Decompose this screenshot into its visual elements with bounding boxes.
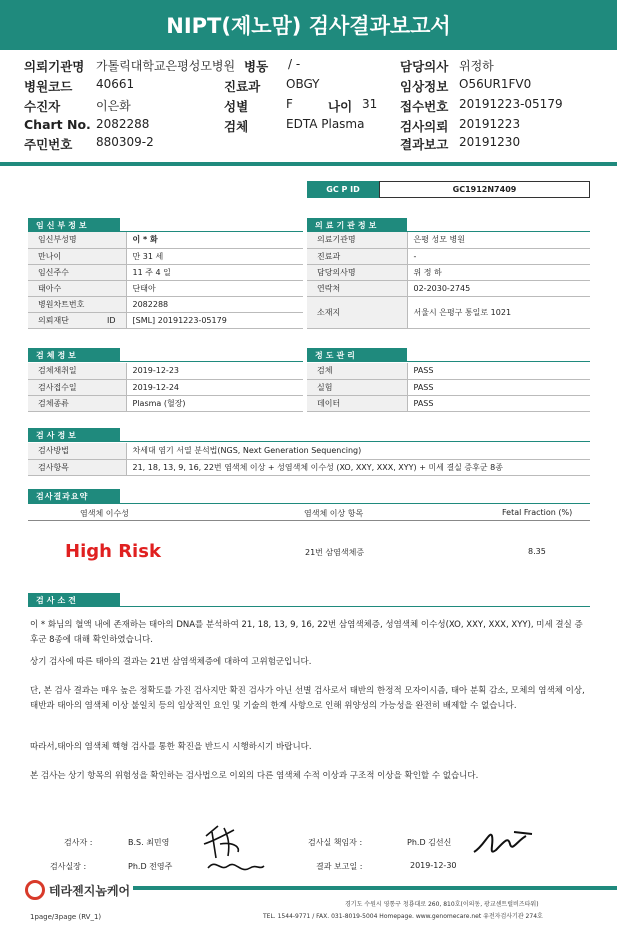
header-value: O56UR1FV0 [459,77,532,91]
row-value: 2019-12-23 [126,363,303,379]
row-value: PASS [407,379,590,395]
section-rule [307,361,590,362]
header-label: 검체 [224,119,249,134]
table-row [307,363,590,379]
report-date-value: 2019-12-30 [410,861,457,870]
header-value: F [286,97,293,111]
section-rule [28,441,590,442]
footer-contact: TEL. 1544-9771 / FAX. 031-8019-5004 Homepage. www.genomecare.net 유전자검사기관 274호 [263,913,543,920]
table-row [307,395,590,411]
row-value: 차세대 염기 서열 분석법(NGS, Next Generation Sequencing) [126,443,590,459]
row-label: 만나이 [28,248,126,264]
table-row [307,248,590,264]
row-value: 2019-12-24 [126,379,303,395]
row-label: 태아수 [28,280,126,296]
section-rule [28,503,590,504]
row-value: 은평 성모 병원 [407,232,590,248]
opinion-paragraph: 이 * 화님의 혈액 내에 존재하는 태아의 DNA를 분석하여 21, 18, 13, 9, 16, 22번 삼염색체증, 성염색체 이수성(XO, XXY, XXX, XYY), 미세 결실 증후군 8종에 대해 확인하였습니다. [30,620,583,645]
responsible-name: Ph.D 김선신 [407,838,452,847]
row-value: PASS [407,363,590,379]
header-label: 검사의뢰 [400,119,449,134]
row-value: 단태아 [126,280,303,296]
row-value: 이 * 화 [126,232,303,248]
header-value: 20191223 [459,117,521,131]
row-label: 검체채취일 [28,363,126,379]
risk-result: High Risk [65,541,161,562]
table-row [28,264,303,280]
chief-label: 검사실장 : [50,862,87,871]
gc-pid-box [307,181,590,198]
row-value: 11 주 4 일 [126,264,303,280]
header-value: / - [288,57,301,71]
opinion-paragraph: 단, 본 검사 결과는 매우 높은 정확도를 가진 검사지만 확진 검사가 아닌 선별 검사로서 태반의 한정적 모자이시즘, 태아 분획 감소, 모체의 염색체 이상, 태반과 태아의 염색체 이상 불일치 등의 임상적인 요인 및 기술의 한계 사항으로 인해 위양성의 가능성을 완전히 배제할 수 없습니다. [30,686,585,711]
tester-signature-graphic [198,822,268,882]
table-row [307,232,590,248]
section-heading-specimen: 검체정보 [28,348,120,362]
row-label: 검사항목 [28,459,126,475]
row-value: 위 정 하 [407,264,590,280]
row-label: 임신부성명 [28,232,126,248]
table-row [28,280,303,296]
report-date-label: 결과 보고일 : [316,862,363,871]
header-label: 성별 [224,99,249,114]
row-label: 소재지 [307,296,407,328]
patient-table [28,232,303,329]
summary-col-abnormality: 염색체 이상 항목 [304,509,364,518]
section-heading-hospital: 의료기관정보 [307,218,407,232]
header-label: 결과보고 [400,137,449,152]
footer-bar [133,886,617,890]
row-label: 검사방법 [28,443,126,459]
fetal-fraction-value: 8.35 [528,547,546,556]
header-label: 진료과 [224,79,261,94]
header-label: Chart No. [24,117,91,132]
footer-address: 경기도 수원시 영통구 청룡대로 260, 810호(이의동, 광교센트럴비즈타워) [345,901,539,908]
header-value: 20191223-05179 [459,97,563,111]
header-value: 880309-2 [96,135,154,149]
qc-table [307,363,590,412]
header-label: 나이 [328,99,353,114]
table-row [307,264,590,280]
test-table [28,443,590,476]
table-row [28,312,303,328]
header-divider [0,162,617,166]
summary-header-row [28,505,590,521]
table-row [307,379,590,395]
header-label: 접수번호 [400,99,449,114]
responsible-signature-graphic [470,822,540,862]
gc-pid-value: GC1912N7409 [379,181,590,198]
section-rule [28,361,303,362]
row-label: 실험 [307,379,407,395]
gc-pid-label: GC P ID [307,181,379,198]
summary-col-fetal-fraction: Fetal Fraction (%) [502,508,573,517]
table-row [28,395,303,411]
company-logo [25,880,130,900]
section-rule [28,606,590,607]
table-row [28,248,303,264]
table-row [28,459,590,475]
header-value: OBGY [286,77,320,91]
header-value: 31 [362,97,378,111]
header-value: 가톨릭대학교은평성모병원 [96,59,236,73]
row-label: 의료기관명 [307,232,407,248]
opinion-paragraph: 본 검사는 상기 항목의 위험성을 확인하는 검사법으로 이외의 다른 염색체 수적 이상과 구조적 이상을 확인할 수 없습니다. [30,771,479,781]
row-value: - [407,248,590,264]
header-label: 임상정보 [400,79,449,94]
hospital-table [307,232,590,329]
row-value: Plasma (혈장) [126,395,303,411]
responsible-label: 검사실 책임자 : [308,838,363,847]
section-heading-test: 검사정보 [28,428,120,442]
header-label: 병원코드 [24,79,73,94]
opinion-paragraph: 따라서,태아의 염색체 핵형 검사를 통한 확진을 반드시 시행하시기 바랍니다. [30,742,312,752]
row-label: 검체종류 [28,395,126,411]
page-indicator: 1page/3page (RV_1) [30,913,102,921]
table-row [28,363,303,379]
summary-col-aneuploidy: 염색체 이수성 [80,509,129,518]
header-label: 의뢰기관명 [24,59,85,74]
row-value: 2082288 [126,296,303,312]
company-name: 테라젠지놈케어 [49,883,131,898]
tester-name: B.S. 최민영 [128,838,170,847]
row-value: 02-2030-2745 [407,280,590,296]
section-heading-summary: 검사결과요약 [28,489,120,503]
section-heading-opinion: 검사소견 [28,593,120,607]
row-value: PASS [407,395,590,411]
header-value: EDTA Plasma [286,117,365,131]
row-label: 데이터 [307,395,407,411]
header-label: 주민번호 [24,137,73,152]
row-value: 서울시 은평구 통일로 1021 [407,296,590,328]
section-heading-patient: 임신부정보 [28,218,120,232]
row-label: 검체 [307,363,407,379]
logo-mark-icon [25,880,45,900]
table-row [307,296,590,328]
row-label: 검사접수일 [28,379,126,395]
header-label: 담당의사 [400,59,449,74]
header-label: 병동 [244,59,269,74]
chief-name: Ph.D 전영주 [128,862,173,871]
row-label: 의뢰재단 ID [28,312,126,328]
specimen-table [28,363,303,412]
header-value: 40661 [96,77,135,91]
row-value: [SML] 20191223-05179 [126,312,303,328]
header-label: 수진자 [24,99,61,114]
row-label: 임신주수 [28,264,126,280]
row-label: 병원차트번호 [28,296,126,312]
opinion-paragraph: 상기 검사에 따른 태아의 결과는 21번 삼염색체증에 대하여 고위험군입니다. [30,657,312,667]
abnormality-result: 21번 삼염색체증 [305,548,365,557]
header-value: 이은화 [96,99,131,113]
report-header [0,53,617,155]
row-label: 진료과 [307,248,407,264]
table-row [307,280,590,296]
report-title: NIPT(제노맘) 검사결과보고서 [0,0,617,50]
table-row [28,232,303,248]
header-value: 2082288 [96,117,150,131]
header-value: 20191230 [459,135,521,149]
row-label: 연락처 [307,280,407,296]
section-heading-qc: 정도관리 [307,348,407,362]
header-value: 위정하 [459,59,494,73]
table-row [28,443,590,459]
table-row [28,296,303,312]
row-value: 21, 18, 13, 9, 16, 22번 염색체 이상 + 성염색체 이수성 (XO, XXY, XXX, XYY) + 미세 결실 증후군 8종 [126,459,590,475]
row-value: 만 31 세 [126,248,303,264]
table-row [28,379,303,395]
tester-label: 검사자 : [64,838,93,847]
row-label: 담당의사명 [307,264,407,280]
